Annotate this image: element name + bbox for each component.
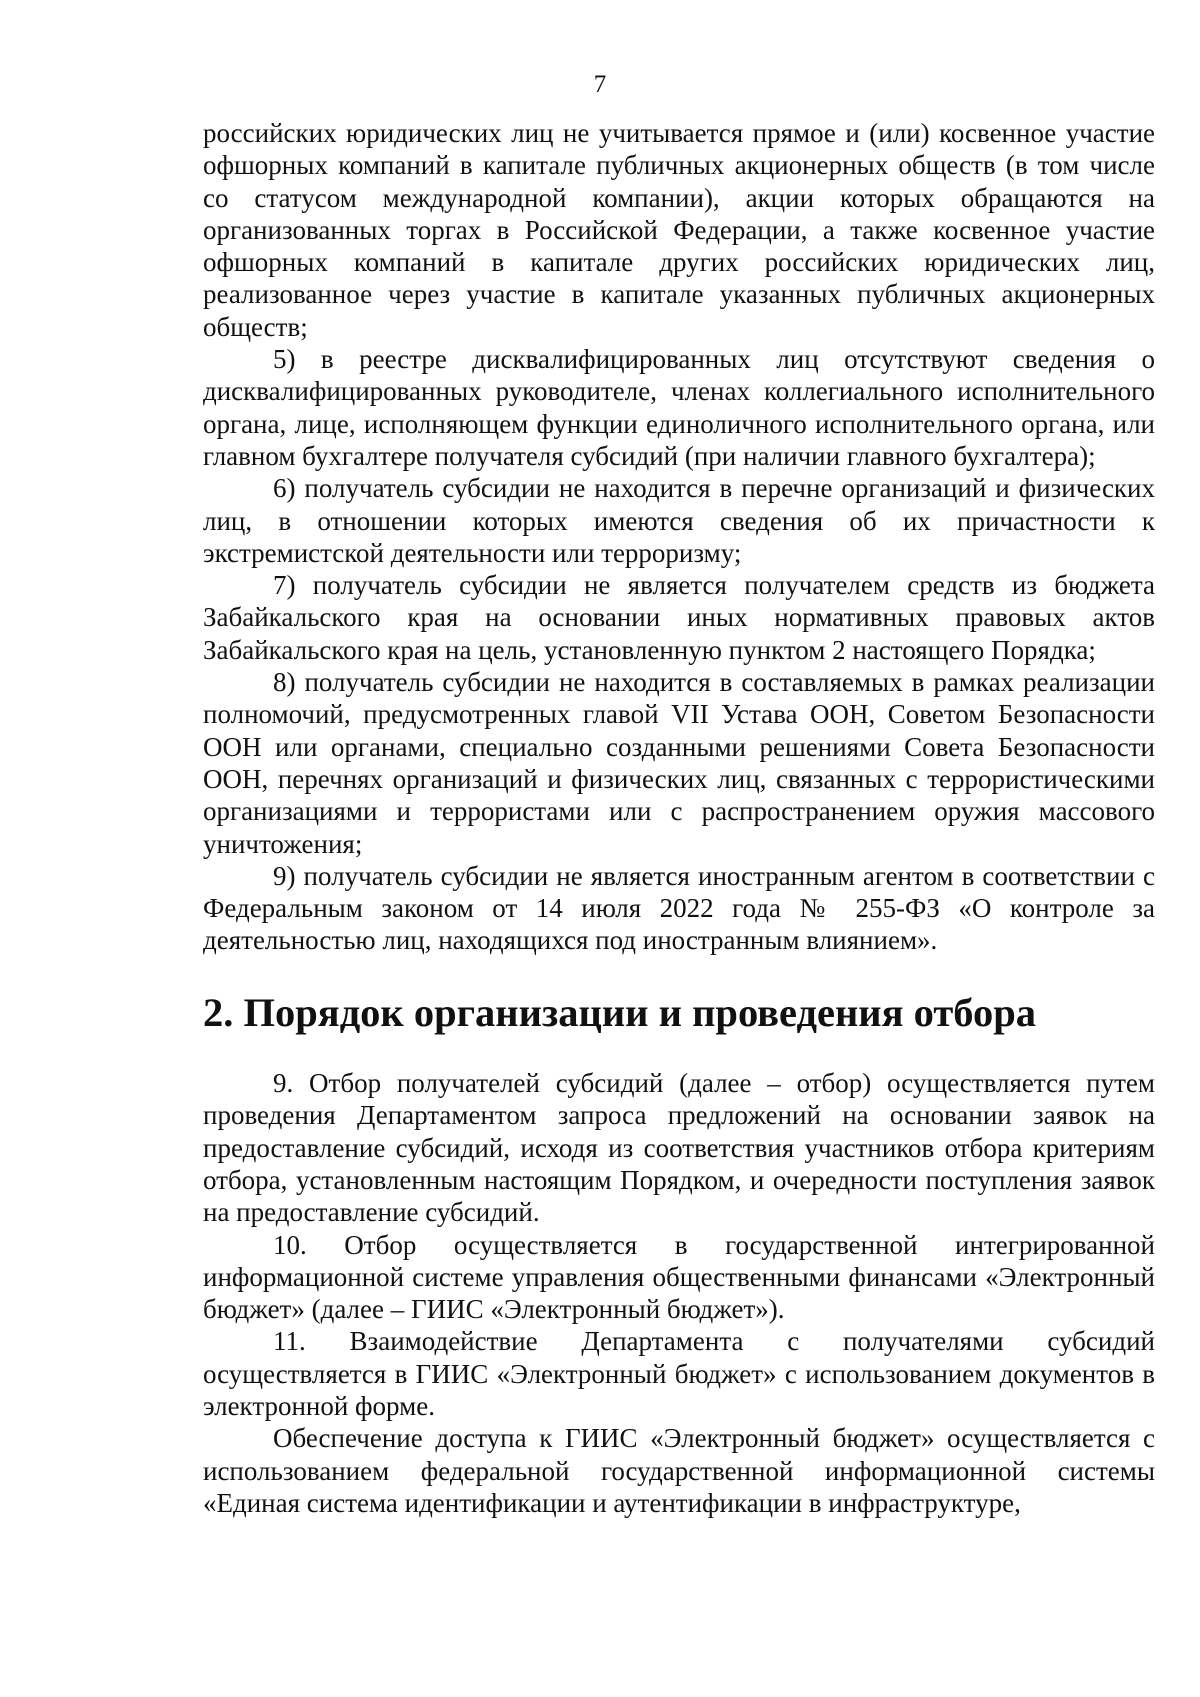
- paragraph-item-9: 9) получатель субсидии не является иностранным агентом в соответствии с Федеральным законом от 14 июля 2022 года № 255-ФЗ «О контроле за деятельностью лиц, находящихся под иностранным влиянием».: [203, 860, 1155, 956]
- paragraph-section-9: 9. Отбор получателей субсидий (далее – отбор) осуществляется путем проведения Департаментом запроса предложений на основании заявок на предоставление субсидий, исходя из соответствия участников отбора критериям отбора, установленным настоящим Порядком, и очередности поступления заявок на предоставление субсидий.: [203, 1068, 1155, 1228]
- paragraph-continuation: российских юридических лиц не учитывается прямое и (или) косвенное участие офшорных компаний в капитале публичных акционерных обществ (в том числе со статусом международной компании), акции которых обращаются на организованных торгах в Российской Федерации, а также косвенное участие офшорных компаний в капитале других российских юридических лиц, реализованное через участие в капитале указанных публичных акционерных обществ;: [203, 118, 1155, 342]
- paragraph-section-11: 11. Взаимодействие Департамента с получателями субсидий осуществляется в ГИИС «Электронный бюджет» с использованием документов в электронной форме.: [203, 1326, 1155, 1421]
- paragraph-access: Обеспечение доступа к ГИИС «Электронный бюджет» осуществляется с использованием федеральной государственной информационной системы «Единая система идентификации и аутентификации в инфраструктуре,: [203, 1423, 1155, 1518]
- section-heading: 2. Порядок организации и проведения отбора: [203, 989, 1037, 1035]
- paragraph-item-6: 6) получатель субсидии не находится в перечне организаций и физических лиц, в отношении которых имеются сведения об их причастности к экстремистской деятельности или терроризму;: [203, 473, 1155, 568]
- document-body: [203, 117, 1155, 1519]
- page-number: 7: [593, 71, 607, 98]
- paragraph-item-7: 7) получатель субсидии не является получателем средств из бюджета Забайкальского края на основании иных нормативных правовых актов Забайкальского края на цель, установленную пунктом 2 настоящего Порядка;: [203, 570, 1155, 665]
- paragraph-item-8: 8) получатель субсидии не находится в составляемых в рамках реализации полномочий, предусмотренных главой VII Устава ООН, Советом Безопасности ООН или органами, специально созданными решениями Совета Безопасности ООН, перечнях организаций и физических лиц, связанных с террористическими организациями и террористами или с распространением оружия массового уничтожения;: [203, 667, 1155, 859]
- paragraph-item-5: 5) в реестре дисквалифицированных лиц отсутствуют сведения о дисквалифицированных руководителе, членах коллегиального исполнительного органа, лице, исполняющем функции единоличного исполнительного органа, или главном бухгалтере получателя субсидий (при наличии главного бухгалтера);: [203, 344, 1155, 471]
- paragraph-section-10: 10. Отбор осуществляется в государственной интегрированной информационной системе управления общественными финансами «Электронный бюджет» (далее – ГИИС «Электронный бюджет»).: [203, 1229, 1155, 1325]
